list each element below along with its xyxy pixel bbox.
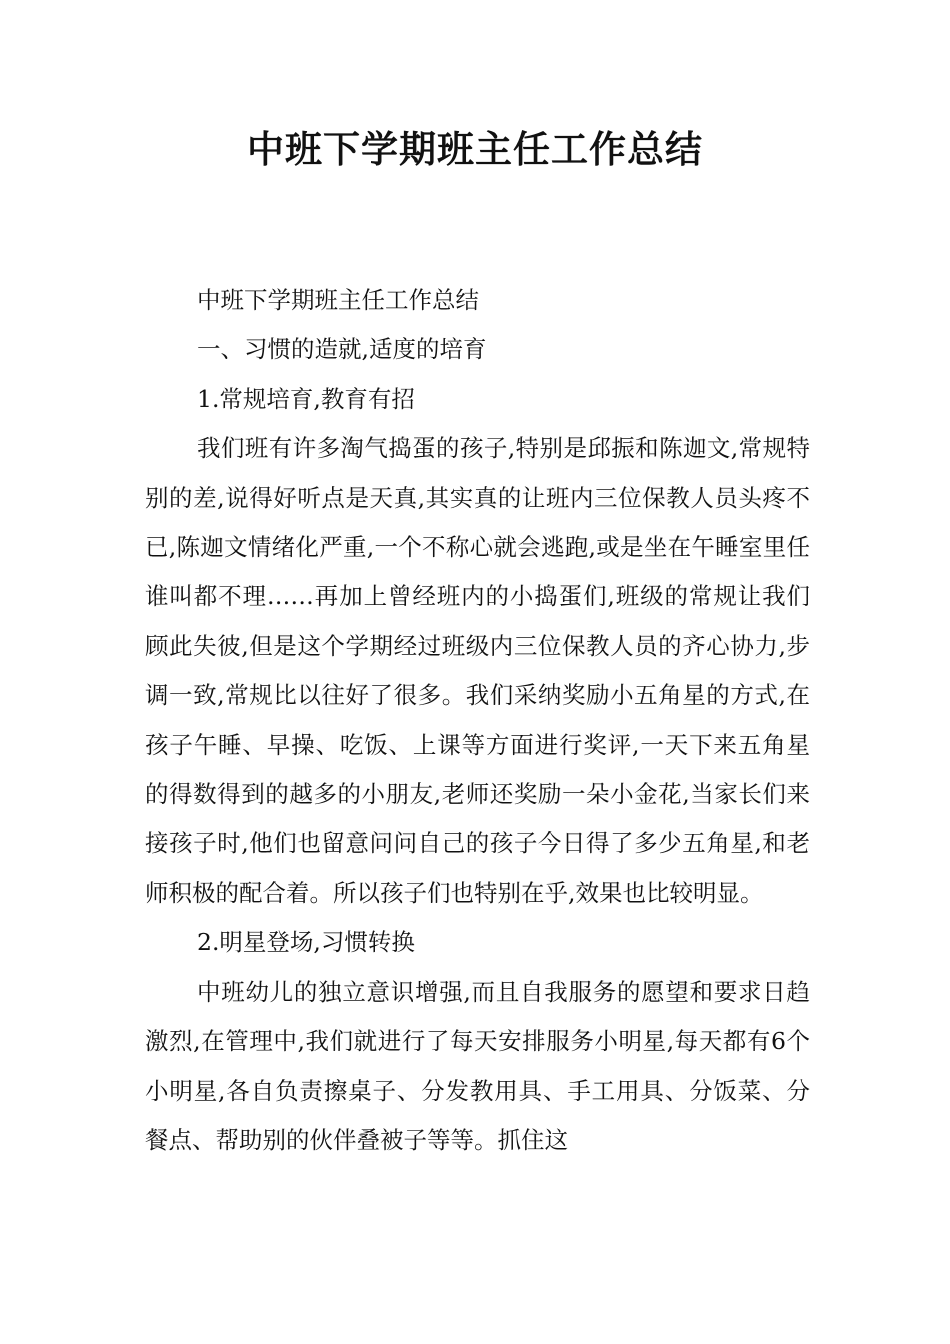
subsection-heading-1: 1.常规培育,教育有招 [197,384,415,413]
paragraph-2: 中班幼儿的独立意识增强,而且自我服务的愿望和要求日趋激烈,在管理中,我们就进行了每天安排服务小明星,每天都有6个小明星,各自负责擦桌子、分发教用具、手工用具、分饭菜、分餐点、帮助别的伙伴叠被子等等。抓住这 [145,977,810,1154]
body-heading: 中班下学期班主任工作总结 [197,286,479,314]
document-body [145,276,810,1165]
paragraph-1: 我们班有许多淘气捣蛋的孩子,特别是邱振和陈迦文,常规特别的差,说得好听点是天真,其实真的让班内三位保教人员头疼不已,陈迦文情绪化严重,一个不称心就会逃跑,或是坐在午睡室里任谁叫都不理……再加上曾经班内的小捣蛋们,班级的常规让我们顾此失彼,但是这个学期经过班级内三位保教人员的齐心协力,步调一致,常规比以往好了很多。我们采纳奖励小五角星的方式,在孩子午睡、早操、吃饭、上课等方面进行奖评,一天下来五角星的得数得到的越多的小朋友,老师还奖励一朵小金花,当家长们来接孩子时,他们也留意问问自己的孩子今日得了多少五角星,和老师积极的配合着。所以孩子们也特别在乎,效果也比较明显。 [145,434,810,907]
subsection-heading-2: 2.明星登场,习惯转换 [197,928,415,957]
document-title: 中班下学期班主任工作总结 [247,128,703,171]
section-heading-1: 一、习惯的造就,适度的培育 [197,335,487,364]
